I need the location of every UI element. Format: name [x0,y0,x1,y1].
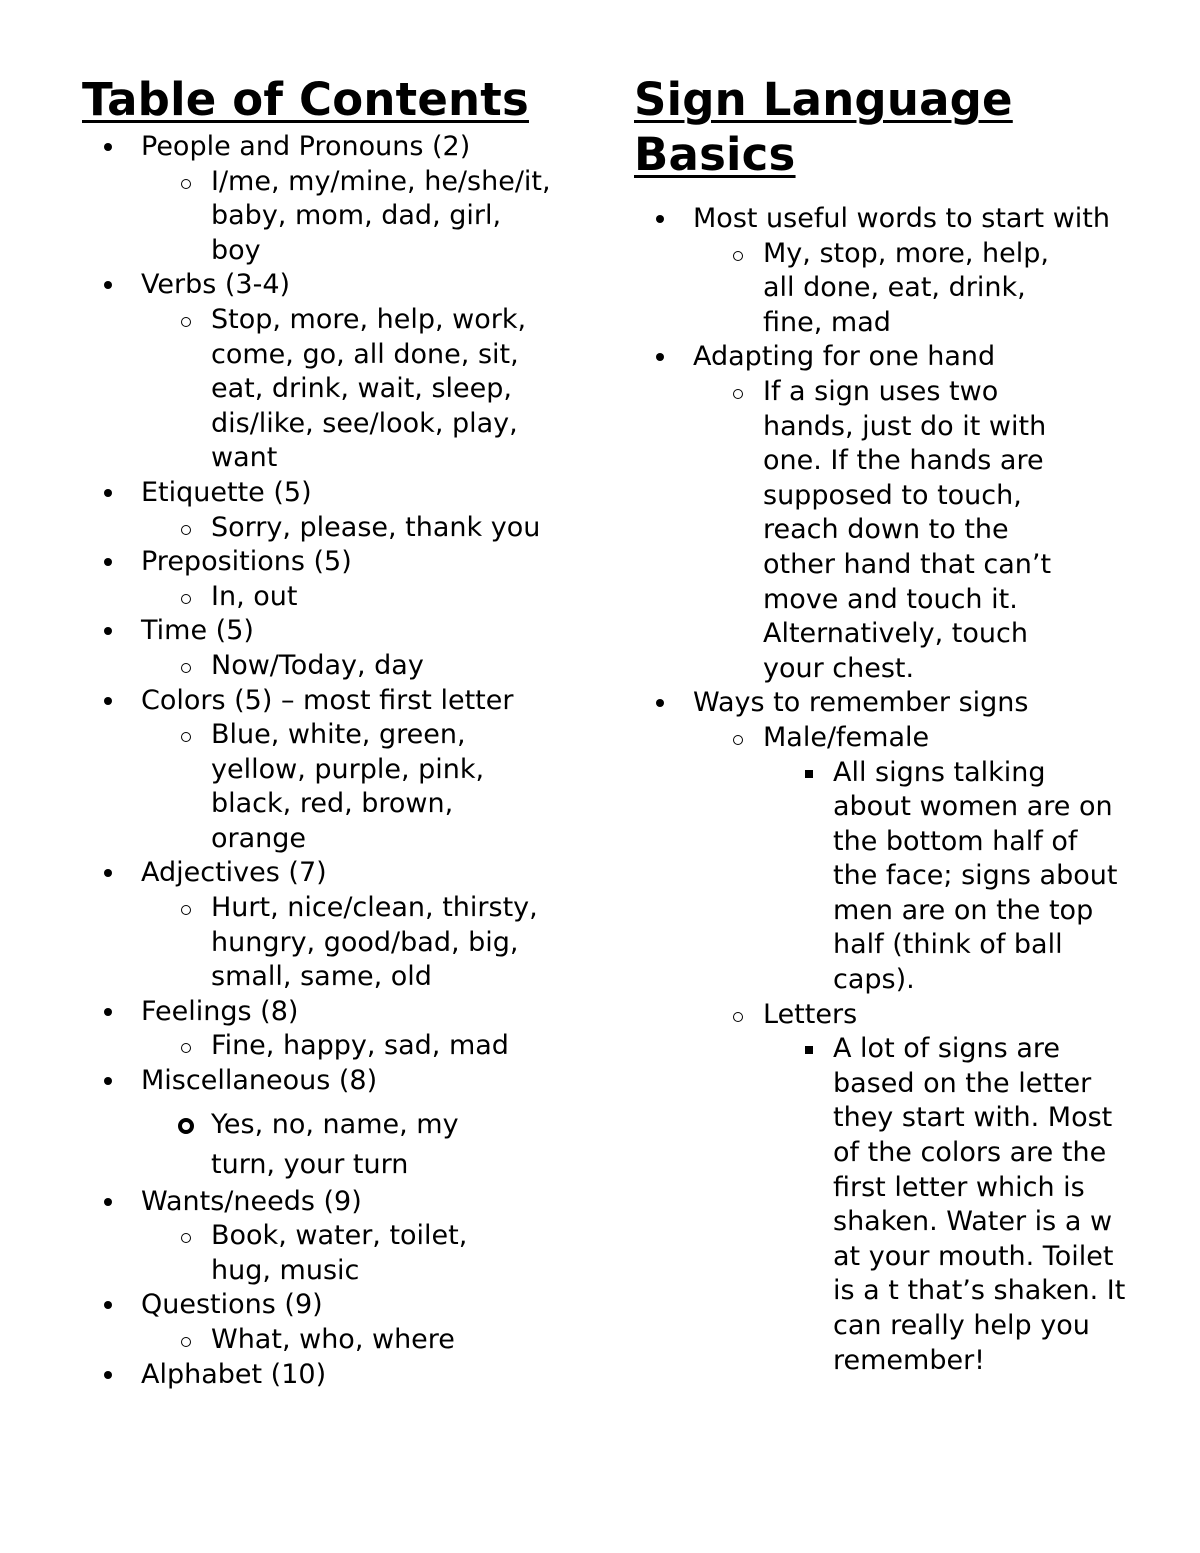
square-bullet-icon [763,756,833,790]
toc-item-label: Colors (5) – most first letter [141,684,514,716]
toc-subitem-text: What, who, where [211,1324,455,1355]
basics-title-line1: Sign Language [634,73,1013,126]
basics-item [634,202,1123,340]
bullet-icon [82,1185,141,1219]
toc-item [82,476,582,545]
toc-item-label: Feelings (8) [141,995,299,1027]
bullet-icon [634,686,693,720]
circle-bullet-icon [141,580,211,614]
basics-subitem-text: Male/female [763,721,930,753]
toc-item [82,268,582,476]
bullet-icon [82,1064,141,1098]
bullet-icon [82,995,141,1029]
basics-title [634,72,1164,182]
toc-item-label: Etiquette (5) [141,476,312,508]
basics-item-label: Ways to remember signs [693,687,1029,719]
bullet-icon [634,202,693,236]
bullet-icon [82,130,141,164]
basics-subitem-text: If a sign uses two hands, just do it with one. If the hands are supposed to touch, reach down to the other hand that can’t move and touch it. Alternatively, touch your chest. [763,375,1052,684]
square-bullet-icon [763,1032,833,1066]
toc-item-label: Miscellaneous (8) [141,1065,378,1097]
toc-subitem-text: Blue, white, green, yellow, purple, pink, black, red, brown, orange [211,719,485,854]
toc-item [82,614,582,683]
toc-list [82,130,582,1392]
bullet-icon [82,684,141,718]
toc-subitem [141,718,551,856]
toc-subitem-text: Fine, happy, sad, mad [211,1030,509,1062]
toc-item [82,684,582,857]
toc-item-label: Wants/needs (9) [141,1185,362,1217]
circle-bullet-icon [141,891,211,925]
basics-title-line2: Basics [634,128,796,181]
bullet-icon [82,614,141,648]
toc-subitem-text: In, out [211,580,298,612]
toc-item [82,130,551,268]
toc-subitem-text: I/me, my/mine, he/she/it, baby, mom, dad, girl, boy [211,165,551,266]
toc-item [82,856,582,994]
bullet-icon [82,1288,141,1322]
toc-subitem [141,1029,582,1064]
sign-language-basics-column [634,72,1164,1378]
circle-bullet-icon [141,1323,211,1357]
toc-item [82,545,582,614]
toc-subitem [141,165,551,269]
toc-subitem [141,511,551,546]
basics-subsubitem [763,1032,1128,1378]
toc-subitem [141,891,541,995]
basics-item-label: Most useful words to start with [693,203,1110,234]
toc-subitem [141,649,582,684]
bullet-icon [634,340,693,374]
toc-subitem-text: Book, water, toilet, hug, music [211,1220,468,1286]
toc-item [82,1185,582,1289]
toc-subitem [141,1099,501,1185]
basics-item [634,686,1133,1378]
basics-subitem-text: Letters [763,998,858,1030]
table-of-contents-column [82,72,582,1392]
basics-subitem [693,998,1144,1379]
circle-bullet-icon [693,721,763,755]
circle-bullet-icon [693,237,763,271]
basics-subitem [693,375,1083,686]
toc-item-label: Time (5) [141,615,254,647]
basics-subitem-text: My, stop, more, help, all done, eat, drink, fine, mad [763,237,1049,338]
circle-bullet-icon [693,998,763,1032]
circle-bullet-icon [141,165,211,199]
toc-item-label: Questions (9) [141,1289,323,1321]
basics-item [634,340,1123,686]
toc-item [82,1064,582,1185]
toc-subitem [141,303,556,476]
circle-bullet-icon [141,1105,211,1139]
circle-bullet-icon [141,1029,211,1063]
circle-bullet-icon [141,1219,211,1253]
basics-subsubitem-text: A lot of signs are based on the letter they start with. Most of the colors are the first letter which is shaken. Water is a w at your mouth. Toilet is a t that’s shaken. It can really help you remember! [833,1033,1126,1376]
toc-item [82,1288,582,1357]
circle-bullet-icon [141,303,211,337]
toc-subitem [141,1219,511,1288]
toc-subitem-text: Stop, more, help, work, come, go, all done, sit, eat, drink, wait, sleep, dis/like, see/look, play, want [211,303,527,474]
toc-subitem-text: Now/Today, day [211,649,424,681]
toc-item-label: Prepositions (5) [141,546,352,578]
toc-item-label: Adjectives (7) [141,857,327,889]
basics-subsubitem-text: All signs talking about women are on the bottom half of the face; signs about men are on the top half (think of ball caps). [833,756,1118,996]
toc-item-label: Alphabet (10) [141,1358,327,1390]
bullet-icon [82,1358,141,1392]
bullet-icon [82,476,141,510]
basics-subsubitem [763,756,1123,998]
toc-item [82,1358,582,1393]
toc-item-label: Verbs (3-4) [141,269,291,301]
toc-item-label: People and Pronouns (2) [141,131,471,162]
toc-title: Table of Contents [82,73,529,126]
circle-bullet-icon [141,718,211,752]
toc-subitem-text: Yes, no, name, my turn, your turn [211,1108,459,1180]
circle-bullet-icon [141,649,211,683]
basics-subitem [693,237,1083,341]
basics-list [634,202,1164,1378]
toc-subitem-text: Sorry, please, thank you [211,511,541,543]
circle-bullet-icon [693,375,763,409]
circle-bullet-icon [141,511,211,545]
toc-subitem-text: Hurt, nice/clean, thirsty, hungry, good/bad, big, small, same, old [211,892,538,993]
basics-item-label: Adapting for one hand [693,341,996,373]
bullet-icon [82,856,141,890]
toc-subitem [141,1323,582,1358]
toc-item [82,995,582,1064]
bullet-icon [82,268,141,302]
bullet-icon [82,545,141,579]
toc-subitem [141,580,582,615]
basics-subitem [693,721,1144,998]
